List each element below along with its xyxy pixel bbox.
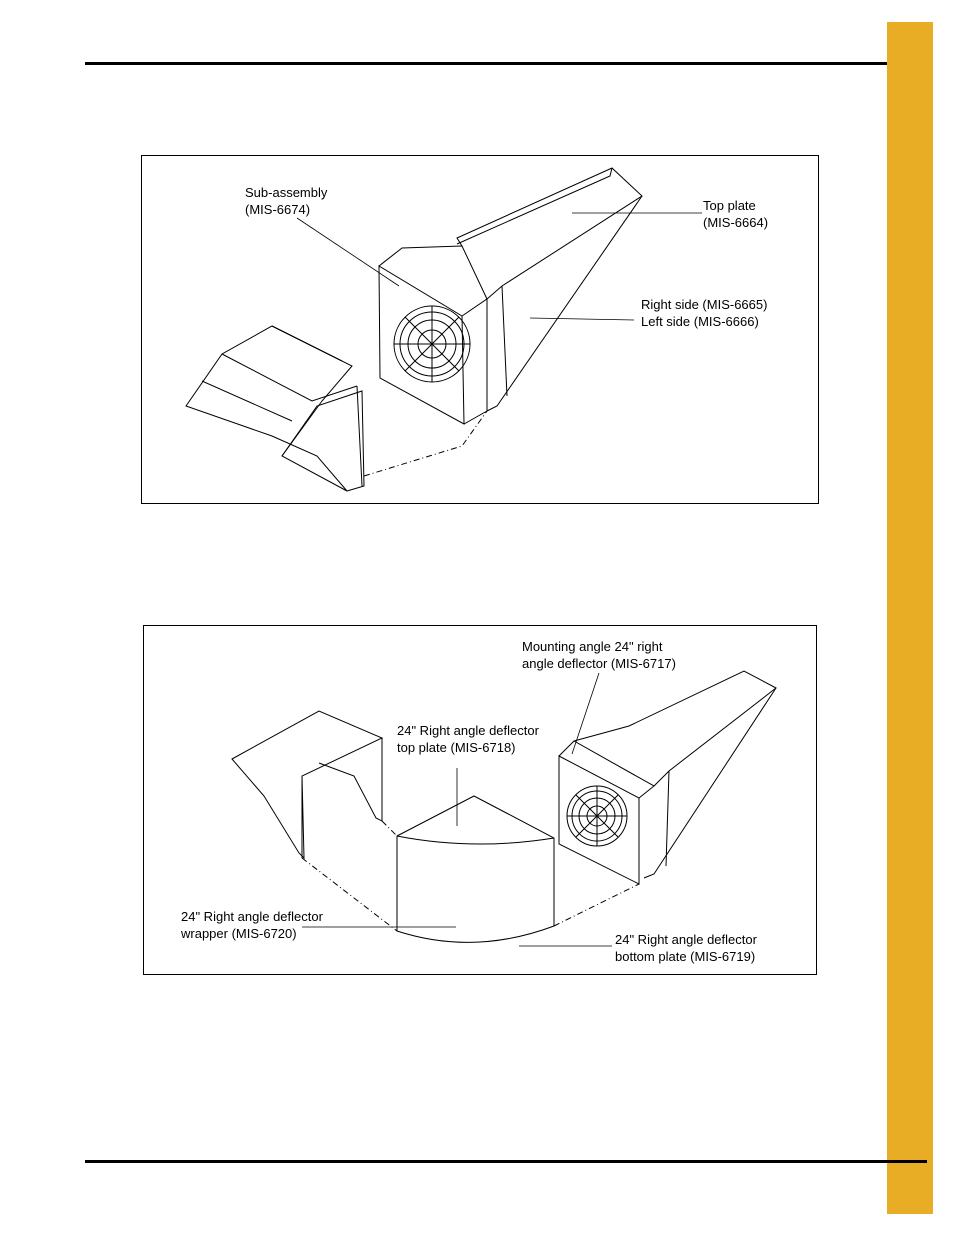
label-deflector-top-plate [397,722,539,756]
hood-drawing [232,711,382,858]
label-mounting-angle-line2: angle deflector (MIS-6717) [522,656,676,671]
hood-drawing [186,326,364,491]
label-deflector-top-plate-line1: 24" Right angle deflector [397,723,539,738]
label-deflector-wrapper [181,908,323,942]
label-subassembly [245,184,327,218]
dash-lines [302,821,639,931]
label-mounting-angle-line1: Mounting angle 24" right [522,639,663,654]
figure-1-frame [141,155,819,504]
label-left-side: Left side (MIS-6666) [641,314,759,329]
label-top-plate [703,197,768,231]
duct-drawing [457,168,642,411]
label-mounting-angle [522,638,676,672]
label-deflector-wrapper-line1: 24" Right angle deflector [181,909,323,924]
deflector-drawing [397,796,554,942]
section-side-tab [887,22,933,1214]
label-deflector-bottom-plate-line1: 24" Right angle deflector [615,932,757,947]
label-top-plate-line2: (MIS-6664) [703,215,769,230]
label-top-plate-line1: Top plate [703,198,756,213]
label-deflector-top-plate-line2: top plate (MIS-6718) [397,740,516,755]
header-rule [85,62,927,65]
figure-2-frame [143,625,817,975]
duct-drawing [574,671,776,878]
label-subassembly-line2: (MIS-6674) [245,202,311,217]
label-deflector-bottom-plate-line2: bottom plate (MIS-6719) [615,949,756,964]
dash-line [364,411,487,476]
label-deflector-bottom-plate [615,931,757,965]
label-subassembly-line1: Sub-assembly [245,185,328,200]
leader-lines [302,673,612,946]
footer-rule [85,1160,927,1163]
label-sides [641,296,767,330]
label-right-side: Right side (MIS-6665) [641,297,768,312]
fan-box-drawing [559,741,654,884]
fan-box-drawing [379,246,487,424]
label-deflector-wrapper-line2: wrapper (MIS-6720) [181,926,297,941]
